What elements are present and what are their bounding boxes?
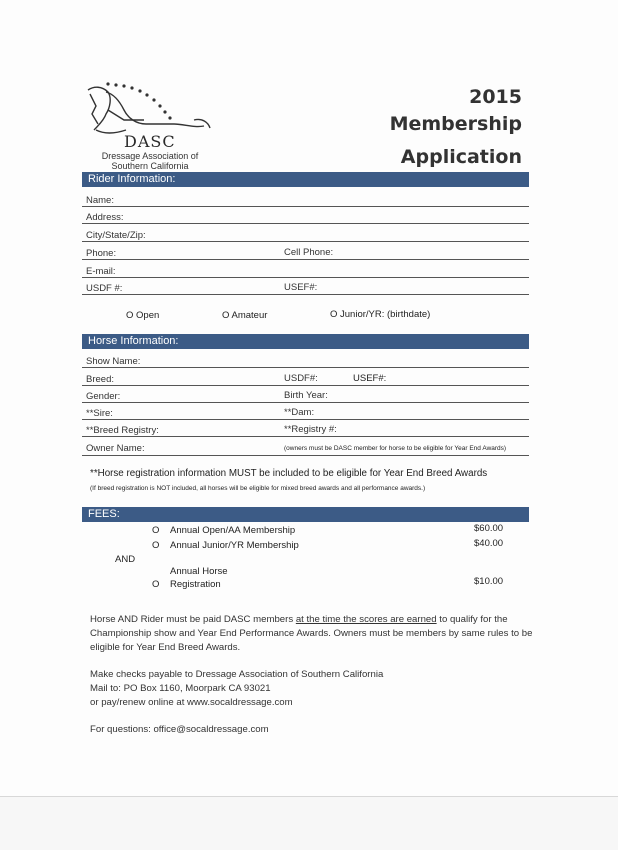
rider-address-label: Address: <box>86 212 124 223</box>
membership-rule-line2: Championship show and Year End Performance Awards. Owners must be members by same rules to be <box>90 628 533 639</box>
rider-name-label: Name: <box>86 195 114 206</box>
horse-show-name-line[interactable] <box>82 367 529 368</box>
fees-section-heading: FEES: <box>88 508 120 520</box>
rule-text-a: Horse AND Rider must be paid DASC members <box>90 614 296 625</box>
horse-gender-label: Gender: <box>86 391 121 402</box>
online-payment[interactable]: or pay/renew online at www.socaldressage.com <box>90 697 293 708</box>
fee-open-bullet[interactable]: O <box>152 525 160 536</box>
rider-name-line[interactable] <box>82 206 529 207</box>
horse-section-heading: Horse Information: <box>88 335 179 347</box>
horse-section-header <box>82 334 529 349</box>
horse-show-name-label: Show Name: <box>86 356 141 367</box>
horse-logo-icon <box>84 80 216 140</box>
logo-name: DASC <box>124 132 176 151</box>
fee-junior-bullet[interactable]: O <box>152 540 160 551</box>
title-application: Application <box>400 146 522 168</box>
questions-contact[interactable]: For questions: office@socaldressage.com <box>90 724 269 735</box>
rider-address-line[interactable] <box>82 223 529 224</box>
rider-section-header <box>82 172 529 187</box>
rider-usef-label: USEF#: <box>284 282 318 293</box>
rider-usdf-line[interactable] <box>82 294 529 295</box>
fee-junior-price: $40.00 <box>474 538 504 549</box>
rider-city-line[interactable] <box>82 241 529 242</box>
membership-rule-line3: eligible for Year End Breed Awards. <box>90 642 241 653</box>
option-amateur[interactable]: O Amateur <box>222 310 268 321</box>
horse-registry-line[interactable] <box>82 436 529 437</box>
dasc-logo <box>84 80 216 172</box>
fee-junior-label: Annual Junior/YR Membership <box>170 540 299 551</box>
owner-note: (owners must be DASC member for horse to be eligible for Year End Awards) <box>284 445 507 452</box>
horse-breed-label: Breed: <box>86 374 114 385</box>
horse-usdf-label: USDF#: <box>284 373 318 384</box>
horse-owner-line[interactable] <box>82 455 529 456</box>
fee-horse-line2: Registration <box>170 579 221 590</box>
rider-city-label: City/State/Zip: <box>86 230 146 241</box>
fee-horse-price: $10.00 <box>474 576 504 587</box>
membership-rule-line1 <box>90 613 508 626</box>
rider-phone-label: Phone: <box>86 248 117 259</box>
fee-open-label: Annual Open/AA Membership <box>170 525 296 536</box>
logo-subtitle-2: Southern California <box>111 161 189 171</box>
horse-birth-year-label: Birth Year: <box>284 390 328 401</box>
rule-text-b: to qualify for the <box>436 614 508 625</box>
fees-section-header <box>82 507 529 522</box>
registration-subnote: (If breed registration is NOT included, all horses will be eligible for mixed breed awards and all performance awards.) <box>90 485 426 492</box>
rider-cell-label: Cell Phone: <box>284 247 334 258</box>
mail-address: Mail to: PO Box 1160, Moorpark CA 93021 <box>90 683 271 694</box>
checks-payable: Make checks payable to Dressage Association of Southern California <box>90 669 384 680</box>
horse-sire-label: **Sire: <box>86 408 113 419</box>
fee-horse-bullet[interactable]: O <box>152 579 160 590</box>
horse-gender-line[interactable] <box>82 402 529 403</box>
horse-dam-label: **Dam: <box>284 407 315 418</box>
title-membership: Membership <box>389 113 522 135</box>
fee-and-label: AND <box>115 554 136 565</box>
fee-horse-line1: Annual Horse <box>170 566 228 577</box>
horse-owner-label: Owner Name: <box>86 443 145 454</box>
horse-registry-label: **Breed Registry: <box>86 425 159 436</box>
horse-registry-no-label: **Registry #: <box>284 424 337 435</box>
option-open[interactable]: O Open <box>126 310 160 321</box>
rider-usdf-label: USDF #: <box>86 283 123 294</box>
fee-open-price: $60.00 <box>474 523 504 534</box>
rider-email-line[interactable] <box>82 277 529 278</box>
registration-note: **Horse registration information MUST be included to be eligible for Year End Breed Awards <box>90 468 488 479</box>
horse-sire-line[interactable] <box>82 419 529 420</box>
horse-breed-line[interactable] <box>82 385 529 386</box>
horse-usef-label: USEF#: <box>353 373 387 384</box>
rider-phone-line[interactable] <box>82 259 529 260</box>
title-year: 2015 <box>469 86 522 108</box>
option-junior[interactable]: O Junior/YR: (birthdate) <box>330 309 431 320</box>
rule-text-underlined: at the time the scores are earned <box>295 614 437 625</box>
rider-email-label: E-mail: <box>86 266 116 277</box>
logo-subtitle-1: Dressage Association of <box>101 151 199 161</box>
rider-section-heading: Rider Information: <box>88 173 176 185</box>
